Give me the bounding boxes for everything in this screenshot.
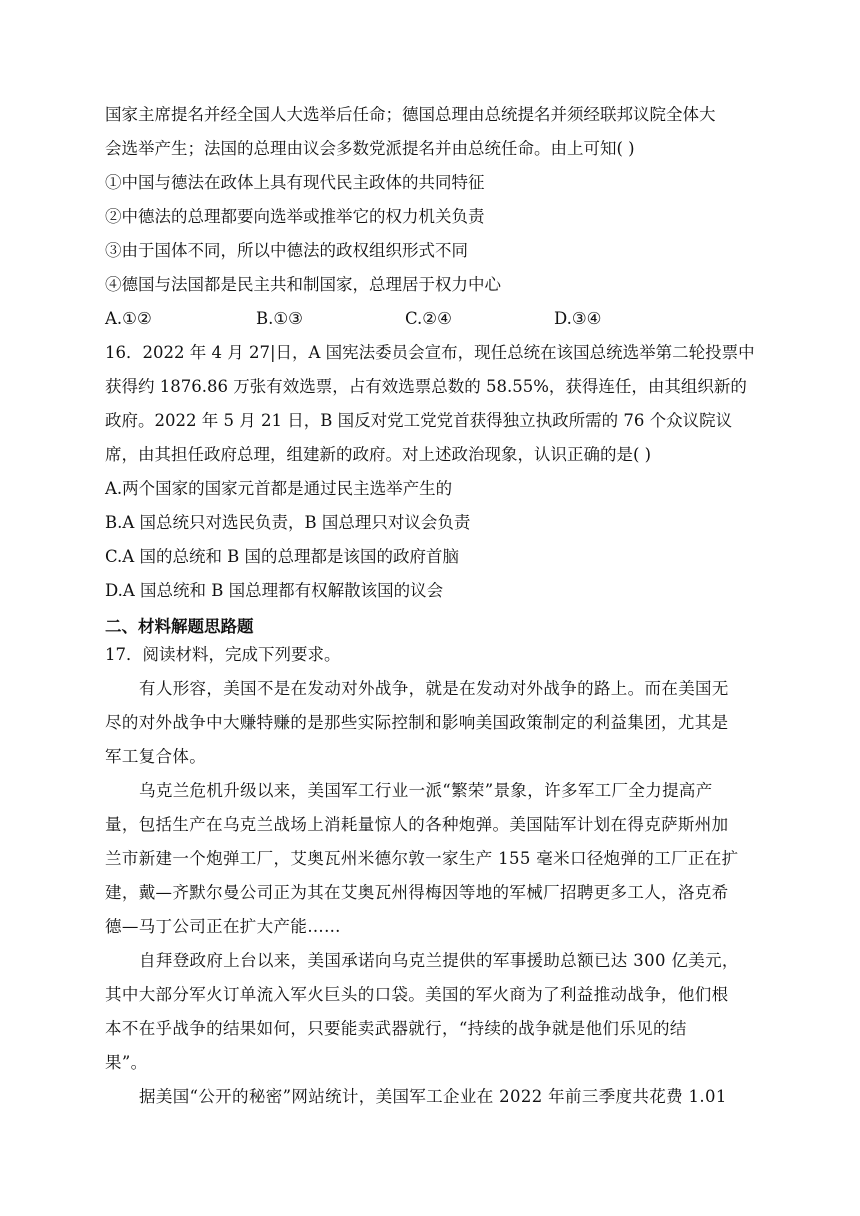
q15-option-b[interactable]: B.①③ xyxy=(256,309,303,328)
material-line: 据美国“公开的秘密”网站统计，美国军工企业在 2022 年前三季度共花费 1.01 xyxy=(139,1087,727,1106)
material-line: 军工复合体。 xyxy=(105,747,207,766)
q15-statement-1: ①中国与德法在政体上具有现代民主政体的共同特征 xyxy=(105,173,485,192)
q16-option-c[interactable]: C.A 国的总统和 B 国的总理都是该国的政府首脑 xyxy=(105,547,460,566)
material-line: 德—马丁公司正在扩大产能…… xyxy=(105,917,341,936)
q16-stem-line-4: 席，由其担任政府总理，组建新的政府。对上述政治现象，认识正确的是( ) xyxy=(105,445,652,464)
q16-stem-line-3: 政府。2022 年 5 月 21 日，B 国反对党工党党首获得独立执政所需的 76 个众议院议 xyxy=(105,411,733,430)
q15-stem-line-1: 国家主席提名并经全国人大选举后任命；德国总理由总统提名并须经联邦议院全体大 xyxy=(105,105,716,124)
material-line: 兰市新建一个炮弹工厂，艾奥瓦州米德尔敦一家生产 155 毫米口径炮弹的工厂正在扩 xyxy=(105,849,739,868)
material-line: 本不在乎战争的结果如何，只要能卖武器就行，“持续的战争就是他们乐见的结 xyxy=(105,1019,687,1038)
material-line: 量，包括生产在乌克兰战场上消耗量惊人的各种炮弹。美国陆军计划在得克萨斯州加 xyxy=(105,815,729,834)
section-heading: 二、材料解题思路题 xyxy=(105,617,254,636)
q16-option-b[interactable]: B.A 国总统只对选民负责，B 国总理只对议会负责 xyxy=(105,513,471,532)
q16-stem-line-1: 16．2022 年 4 月 27|日，A 国宪法委员会宣布，现任总统在该国总统选举第二轮投票中 xyxy=(105,343,755,362)
q15-statement-2: ②中德法的总理都要向选举或推举它的权力机关负责 xyxy=(105,207,485,226)
q16-stem-line-2: 获得约 1876.86 万张有效选票，占有效选票总数的 58.55%，获得连任，由其组织新的 xyxy=(105,377,747,396)
material-line: 尽的对外战争中大赚特赚的是那些实际控制和影响美国政策制定的利益集团，尤其是 xyxy=(105,713,729,732)
q16-option-a[interactable]: A.两个国家的国家元首都是通过民主选举产生的 xyxy=(105,479,453,498)
material-line: 建，戴—齐默尔曼公司正为其在艾奥瓦州得梅因等地的军械厂招聘更多工人，洛克希 xyxy=(105,883,729,902)
q15-statement-3: ③由于国体不同，所以中德法的政权组织形式不同 xyxy=(105,241,468,260)
q15-statement-4: ④德国与法国都是民主共和制国家，总理居于权力中心 xyxy=(105,275,501,294)
material-line: 其中大部分军火订单流入军火巨头的口袋。美国的军火商为了利益推动战争，他们根 xyxy=(105,985,729,1004)
material-line: 自拜登政府上台以来，美国承诺向乌克兰提供的军事援助总额已达 300 亿美元， xyxy=(139,951,739,970)
material-line: 乌克兰危机升级以来，美国军工行业一派“繁荣”景象，许多军工厂全力提高产 xyxy=(139,781,713,800)
q15-option-d[interactable]: D.③④ xyxy=(554,309,602,328)
q15-option-a[interactable]: A.①② xyxy=(105,309,152,328)
material-line: 有人形容，美国不是在发动对外战争，就是在发动对外战争的路上。而在美国无 xyxy=(139,679,729,698)
q15-option-c[interactable]: C.②④ xyxy=(405,309,452,328)
q16-option-d[interactable]: D.A 国总统和 B 国总理都有权解散该国的议会 xyxy=(105,581,444,600)
material-line: 果”。 xyxy=(105,1053,148,1072)
q15-stem-line-2: 会选举产生；法国的总理由议会多数党派提名并由总统任命。由上可知( ) xyxy=(105,139,635,158)
q17-intro: 17．阅读材料，完成下列要求。 xyxy=(105,645,341,664)
